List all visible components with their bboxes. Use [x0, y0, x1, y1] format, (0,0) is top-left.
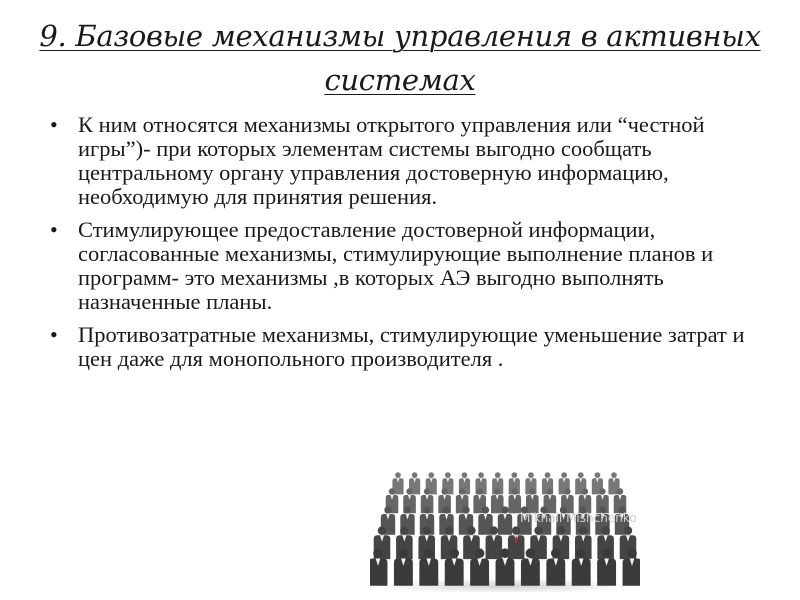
bullet-dot-icon: •	[50, 112, 58, 137]
watermark-text: Mikhail Mishchenko	[520, 511, 637, 525]
bullet-text: Стимулирующее предоставление достоверной информации, согласованные механизмы, стимулирующие выполнение планов и программ- это механизмы ,в которых АЭ выгодно выполнять назначенные планы.	[78, 217, 714, 314]
bullet-text: Противозатратные механизмы, стимулирующие уменьшение затрат и цен даже для монопольного производителя .	[78, 322, 745, 371]
bullet-item	[46, 113, 746, 209]
bullet-list	[46, 113, 746, 380]
crowd-of-business-people-icon	[370, 462, 640, 592]
bullet-dot-icon: •	[50, 322, 58, 347]
bullet-item	[46, 218, 746, 314]
slide-title: 9. Базовые механизмы управления в активных системах	[39, 19, 761, 97]
bullet-text: К ним относятся механизмы открытого управления или “честной игры”)- при которых элементам системы выгодно сообщать центральному органу управления достоверную информацию, необходимую для принятия решения.	[78, 112, 705, 209]
bullet-dot-icon: •	[50, 217, 58, 242]
bullet-item	[46, 323, 746, 371]
